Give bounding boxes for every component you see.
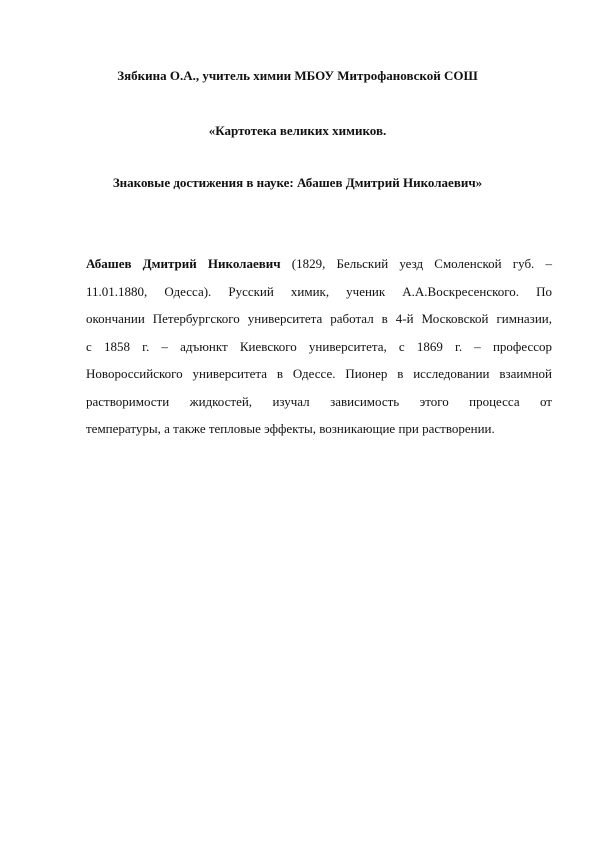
paragraph-line-2: 11.01.1880, Одесса). Русский химик, ученик А.А.Воскресенского. По (86, 283, 552, 299)
chemist-name: Абашев Дмитрий Николаевич (86, 256, 281, 271)
paragraph-line-6: растворимости жидкостей, изучал зависимость этого процесса от (86, 393, 552, 409)
paragraph-line-1 (86, 250, 552, 278)
biography-paragraph (86, 250, 552, 443)
paragraph-line-4: с 1858 г. – адъюнкт Киевского университета, с 1869 г. – профессор (86, 338, 552, 354)
life-dates: (1829, Бельский уезд Смоленской губ. – (280, 256, 552, 271)
paragraph-line-7: температуры, а также тепловые эффекты, возникающие при растворении. (86, 421, 495, 436)
document-title: «Картотека великих химиков. (208, 123, 387, 138)
paragraph-line-5: Новороссийского университета в Одессе. Пионер в исследовании взаимной (86, 366, 552, 381)
author-line: Зябкина О.А., учитель химии МБОУ Митрофановской СОШ (117, 68, 478, 83)
document-subtitle: Знаковые достижения в науке: Абашев Дмитрий Николаевич» (112, 175, 483, 190)
paragraph-line-3: окончании Петербургского университета работал в 4-й Московской гимназии, (86, 311, 552, 326)
